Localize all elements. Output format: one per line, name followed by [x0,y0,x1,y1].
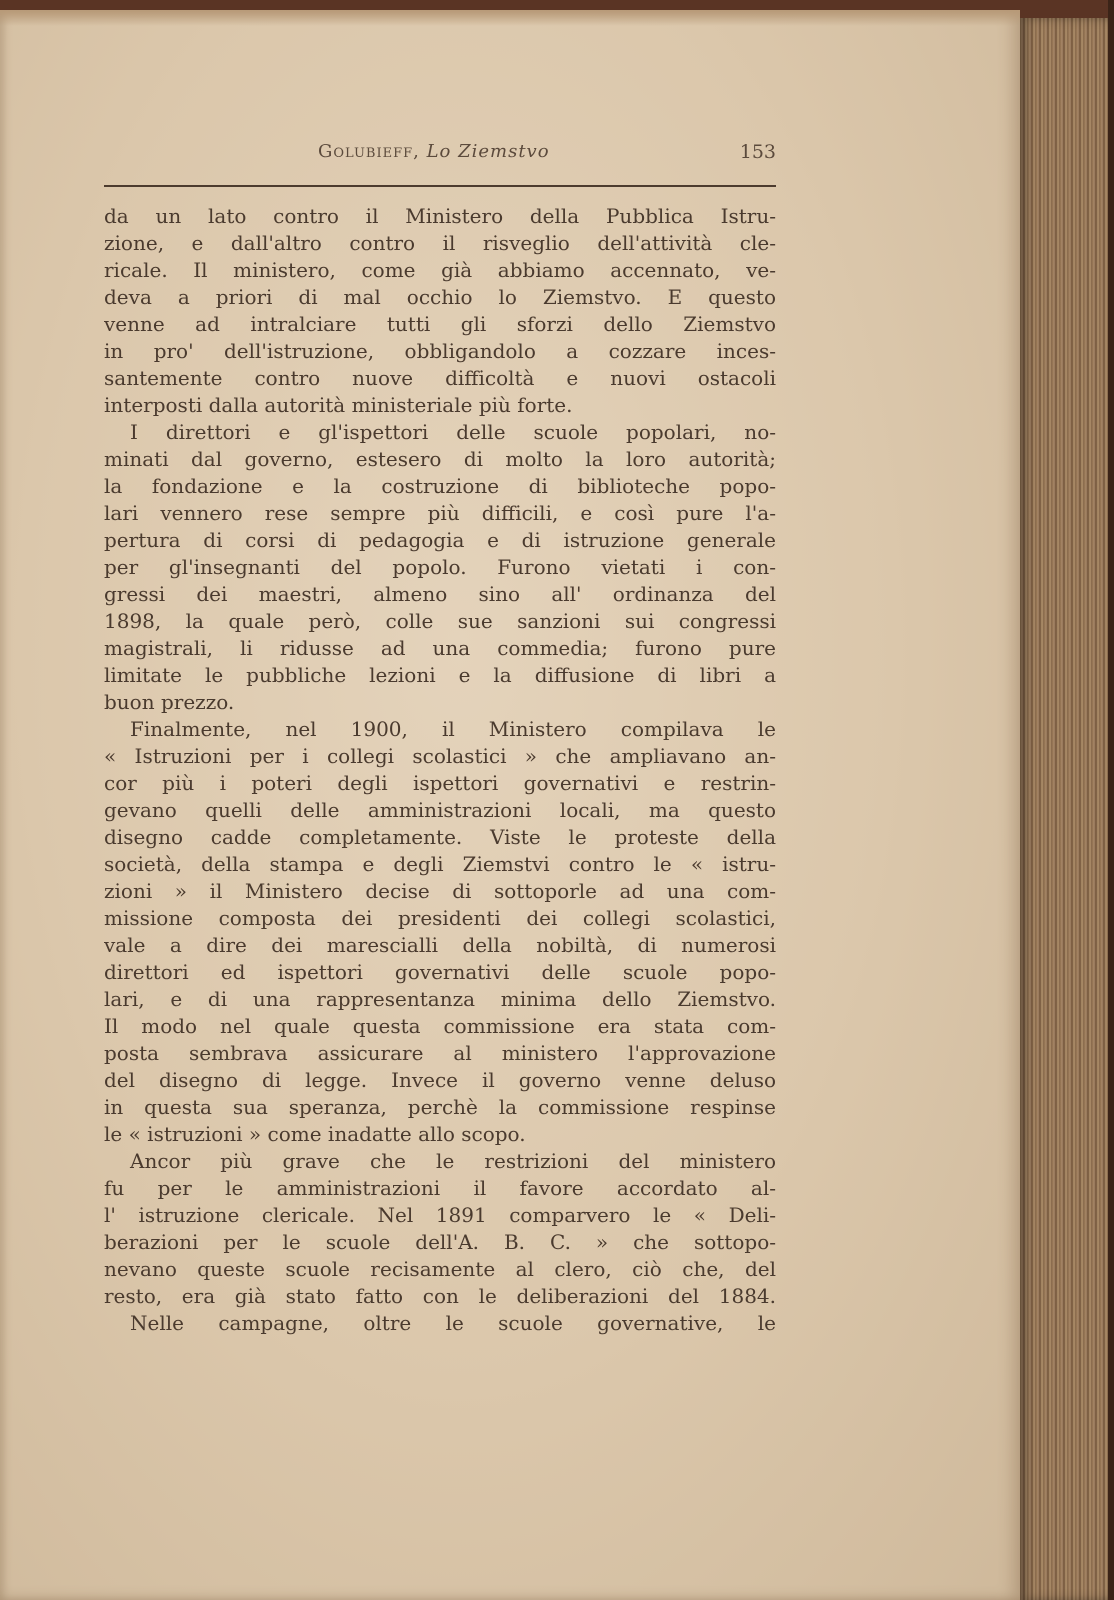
text-line: vale a dire dei marescialli della nobiltà, di numerosi [104,933,776,957]
text-line: per gl'insegnanti del popolo. Furono vietati i con- [104,555,776,579]
page-edges [1020,18,1114,1600]
text-line: direttori ed ispettori governativi delle scuole popo- [104,960,776,984]
text-line: deva a priori di mal occhio lo Ziemstvo. E questo [104,285,776,309]
page-number: 153 [739,141,776,163]
text-line: Finalmente, nel 1900, il Ministero compilava le [130,717,776,741]
text-line: società, della stampa e degli Ziemstvi contro le « istru- [104,852,776,876]
text-line: da un lato contro il Ministero della Pubblica Istru- [104,204,776,228]
text-line: l' istruzione clericale. Nel 1891 comparvero le « Deli- [104,1203,776,1227]
text-line: venne ad intralciare tutti gli sforzi dello Ziemstvo [104,312,776,336]
paragraph-3 [104,716,776,1148]
header-rule [104,185,776,187]
running-header [104,137,776,169]
text-line: zioni » il Ministero decise di sottoporle ad una com- [104,879,776,903]
text-line: 1898, la quale però, colle sue sanzioni sui congressi [104,609,776,633]
body-text [104,203,776,1337]
paragraph-4 [104,1148,776,1310]
text-line: buon prezzo. [104,690,235,714]
text-line: Il modo nel quale questa commissione era stata com- [104,1014,776,1038]
text-line: disegno cadde completamente. Viste le proteste della [104,825,776,849]
text-line: Ancor più grave che le restrizioni del ministero [130,1149,776,1173]
text-line: limitate le pubbliche lezioni e la diffusione di libri a [104,663,776,687]
text-line: I direttori e gl'ispettori delle scuole popolari, no- [130,420,776,444]
paragraph-2 [104,419,776,716]
text-line: minati dal governo, estesero di molto la loro autorità; [104,447,776,471]
text-line: posta sembrava assicurare al ministero l'approvazione [104,1041,776,1065]
running-title [318,141,550,162]
text-line: resto, era già stato fatto con le deliberazioni del 1884. [104,1284,776,1308]
text-line: missione composta dei presidenti dei collegi scolastici, [104,906,776,930]
text-line: in pro' dell'istruzione, obbligandolo a cozzare inces- [104,339,776,363]
text-line: lari vennero rese sempre più difficili, e così pure l'a- [104,501,776,525]
text-line: zione, e dall'altro contro il risveglio dell'attività cle- [104,231,776,255]
text-line: la fondazione e la costruzione di biblioteche popo- [104,474,776,498]
running-title-work: Lo Ziemstvo [426,141,550,162]
text-line: fu per le amministrazioni il favore accordato al- [104,1176,776,1200]
paragraph-5 [104,1310,776,1337]
text-line: interposti dalla autorità ministeriale più forte. [104,393,573,417]
text-line: le « istruzioni » come inadatte allo scopo. [104,1122,526,1146]
text-line: santemente contro nuove difficoltà e nuovi ostacoli [104,366,776,390]
text-line: nevano queste scuole recisamente al clero, ciò che, del [104,1257,776,1281]
text-line: cor più i poteri degli ispettori governativi e restrin- [104,771,776,795]
text-line: berazioni per le scuole dell'A. B. C. » che sottopo- [104,1230,776,1254]
page-top-edge [0,10,1020,26]
text-line: « Istruzioni per i collegi scolastici » che ampliavano an- [104,744,776,768]
text-line: del disegno di legge. Invece il governo venne deluso [104,1068,776,1092]
text-line: gressi dei maestri, almeno sino all' ordinanza del [104,582,776,606]
text-line: in questa sua speranza, perchè la commissione respinse [104,1095,776,1119]
paragraph-1 [104,203,776,419]
book-spine [1108,0,1114,1600]
text-line: magistrali, li ridusse ad una commedia; furono pure [104,636,776,660]
text-line: gevano quelli delle amministrazioni locali, ma questo [104,798,776,822]
text-line: pertura di corsi di pedagogia e di istruzione generale [104,528,776,552]
text-line: Nelle campagne, oltre le scuole governative, le [130,1311,776,1335]
text-line: lari, e di una rappresentanza minima dello Ziemstvo. [104,987,776,1011]
text-line: ricale. Il ministero, come già abbiamo accennato, ve- [104,258,776,282]
running-title-author: Golubieff, [318,141,420,162]
